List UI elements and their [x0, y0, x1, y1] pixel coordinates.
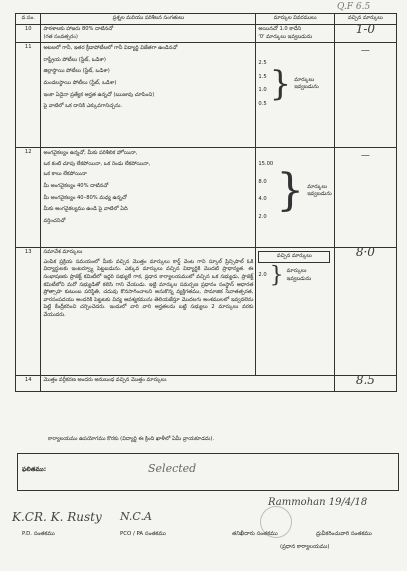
table-row: 11 అటలలో గానీ, ఇతర క్రీడాపోటీలలో గానీ విద్యార్థి విజేతగా ఉండినచో రాష్ట్రీయ పోటీలు (స్టేట్, ఒడిశా) జిల్లాస్థాయి పోటీలు (స్టేట్, ఒడిశా) మండలస్థాయి పోటీలు (స్టేట్, ఒడిశా) ఇంకా ఏదైనా ప్రత్యేక అర్హత ఉన్నచో (ఋజువు చూపించి) పై వాటిలో ఒక దానికి ఎక్కువగానిచ్చను. 2.5 1.5 1.0 0.5 } మార్కులు ఇవ్వబడును — — [16, 43, 397, 148]
checker-signature-label: తనిఖీదారు సంతకము — [232, 531, 278, 537]
result-box — [17, 453, 399, 491]
pd-signature-label: P.D. సంతకము — [22, 531, 55, 537]
table-row: 14 మొత్తం వర్గీకరణ అందరు అనుబంధ వచ్చిన మొత్తం మార్కులు 8.5 — [16, 376, 397, 392]
table-row: 12 అంగవైకల్యం ఉన్నచో, మీకు పరిశీలిక హోయినా, ఒక కంటి చూపు లేకపోయినా, ఒక రెండు లేకపోయినా, ఒక కాలు లేకపోయినా మీ అంగవైకల్యం 40% దాటినచో మీ అంగవైకల్యం 40–80% మధ్య ఉన్నచో మీకు అంగవైకల్యము ఉండి పై వాటిలో ఏది వర్తించనిచో 15.00 8.0 4.0 2.0 } మార్కులు ఇవ్వబడును — — [16, 148, 397, 248]
header-no: వ.సం. — [16, 14, 41, 25]
header-marks: మార్కుల వివరములు — [256, 14, 334, 25]
pco-signature-label: PCO / PA సంతకము — [120, 531, 166, 537]
marks-table — [15, 13, 397, 392]
seal-icon — [260, 506, 292, 538]
pco-signature: N.C.A — [120, 510, 152, 523]
brace-icon: } — [276, 165, 305, 217]
approver-signature-label: ధ్రువీకరించువారి సంతకము — [316, 531, 372, 537]
approver-signature: Rammohan 19/4/18 — [268, 497, 368, 508]
result-value: Selected — [148, 462, 197, 475]
office-note: కార్యాలయము ఉపయోగము కొరకు (విద్యార్థి ఈ క్రింది ఖాళీలో ఏమీ వ్రాయకూడదు). — [48, 436, 215, 442]
stamp-code: Q.F 6.5 — [337, 2, 371, 12]
pd-signature: K.CR. K. Rusty — [12, 510, 102, 524]
table-header — [16, 14, 397, 25]
result-label: ఫలితము: — [22, 466, 47, 473]
given-mark: 1-0 — [355, 22, 376, 36]
header-criteria: ప్రశ్నల మరియు పరిశీలన సంగతులు — [41, 14, 256, 25]
brace-icon: } — [269, 64, 292, 105]
approver-signature-sub: (ప్రధాన కార్యాలయము) — [280, 544, 330, 550]
header-given: వచ్చిన మార్కులు — [334, 14, 396, 25]
brace-icon: } — [269, 262, 284, 288]
table-row: 13 సమావేశ మార్కులు ఎంపిక ప్రక్రియ సమయంలో మీకు వచ్చిన మొత్తం మార్కులు కార్డ్ వెంట గాని స్కూల్ ప్రిన్సిపాల్ ఓకి విద్యార్థులకు ఇంటర్వ్యూ పెట్టబడును. ఎక్కువ మార్కులు వచ్చిన విద్యార్థికి మొదటి ప్రాధాన్యత. ఈ సంభాషణకు ప్రాజెక్ట్ కమిటీలో ఇద్దరి సభ్యులే గాక, ప్రధాన కార్యాలయములో వచ్చిన ఒక సభ్యుడు, ప్రాజెక్ట్ కమిటీలోని మరో సభ్యుడితో కలిసి గాని చేయుడు. ఇట్టి మార్కుల సమర్పణ ప్రధానం సంస్థాన్ ఆధారత ప్రోత్సాహ కుటుంబ పరిస్థితి, చదువు కొనసాగించాలని అనుకొన్న వ్యక్తిగతము, సామాజిక సేవాతత్పరత, వారసంపదయు అందరికి పెట్టటకు విద్య ఆవశ్యకమును తెలియజేస్తూ మొదలగు అంశములలో ఇవ్వవలెను పెట్టి కేంద్రీకరించి చర్చించెదరు. ఇందులో వారి వారి అర్హతలను బట్టి సభ్యులు 2 మార్కులు వరకు వేయుదరు. వచ్చిన మార్కులు 2.0 } మార్కులు ఇవ్వబడును 8·0 — [16, 248, 397, 376]
table-row: 10 పాఠశాలకు హాజరు 80% దాటినచో (గత సంవత్సరం) అయినచో 1.0 కాదేని '0' మార్కులు ఇవ్వబడును 1-0 — [16, 25, 397, 43]
